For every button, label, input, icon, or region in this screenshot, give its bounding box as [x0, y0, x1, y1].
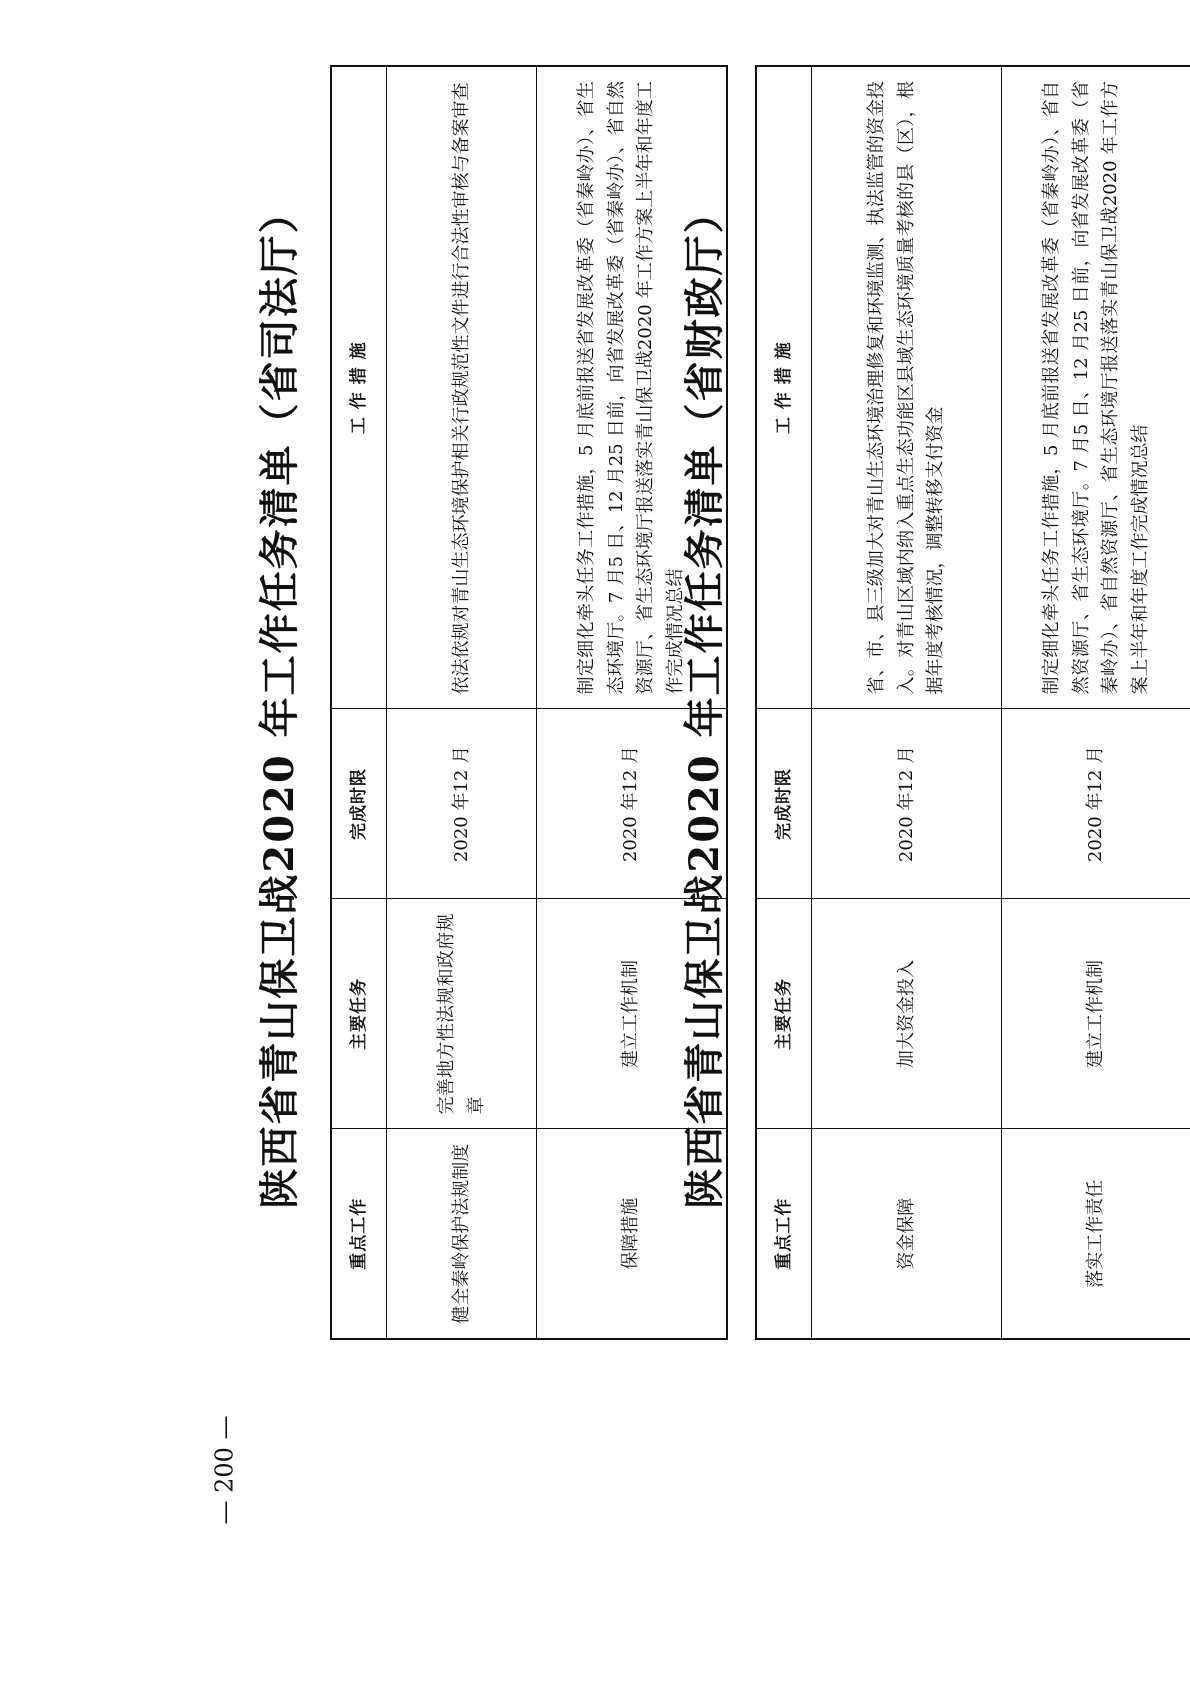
- table-header-row: [756, 66, 812, 1339]
- cell-key-work: 落实工作责任: [1002, 1129, 1190, 1339]
- header-deadline: 完成时限: [331, 709, 387, 899]
- cell-deadline: 2020 年12 月: [387, 709, 537, 899]
- cell-measures: 省、市、县三级加大对青山生态环境治理修复和环境监测、执法监管的资金投入。对青山区域内纳入重点生态功能区县域生态环境质量考核的县（区），根据年度考核情况，调整转移支付资金: [812, 66, 1002, 709]
- cell-deadline: 2020 年12 月: [812, 709, 1002, 899]
- cell-main-task: 建立工作机制: [1002, 899, 1190, 1129]
- cell-main-task: 建立工作机制: [537, 899, 727, 1129]
- cell-main-task: 加大资金投入: [812, 899, 1002, 1129]
- header-measures: 工 作 措 施: [756, 66, 812, 709]
- task-list-justice-dept: [235, 50, 705, 1350]
- section-title: 陕西省青山保卫战2020 年工作任务清单（省财政厅）: [681, 191, 728, 1209]
- task-table: [755, 65, 1190, 1340]
- header-key-work: 重点工作: [756, 1129, 812, 1339]
- section-title: 陕西省青山保卫战2020 年工作任务清单（省司法厅）: [256, 191, 303, 1209]
- cell-measures: 制定细化牵头任务工作措施，5 月底前报送省发展改革委（省秦岭办）、省自然资源厅、省生态环境厅。7 月5 日、12 月25 日前，向省发展改革委（省秦岭办）、省自然资源厅、省生态环境厅报送落实青山保卫战2020 年工作方案上半年和年度工作完成情况总结: [1002, 66, 1190, 709]
- header-deadline: 完成时限: [756, 709, 812, 899]
- cell-key-work: 资金保障: [812, 1129, 1002, 1339]
- task-list-finance-dept: [660, 50, 1151, 1350]
- cell-deadline: 2020 年12 月: [537, 709, 727, 899]
- table-row: [387, 66, 537, 1339]
- header-measures: 工 作 措 施: [331, 66, 387, 709]
- table-row: [1002, 66, 1190, 1339]
- header-main-task: 主要任务: [756, 899, 812, 1129]
- cell-main-task: 完善地方性法规和政府规章: [387, 899, 537, 1129]
- page-number: [205, 1400, 245, 1540]
- cell-deadline: 2020 年12 月: [1002, 709, 1190, 899]
- cell-key-work: 保障措施: [537, 1129, 727, 1339]
- cell-measures: 依法依规对青山生态环境保护相关行政规范性文件进行合法性审核与备案审查: [387, 66, 537, 709]
- header-key-work: 重点工作: [331, 1129, 387, 1339]
- cell-measures: 制定细化牵头任务工作措施，5 月底前报送省发展改革委（省秦岭办）、省生态环境厅。7 月5 日、12 月25 日前，向省发展改革委（省秦岭办）、省自然资源厅、省生态环境厅报送落实青山保卫战2020 年工作方案上半年和年度工作完成情况总结: [537, 66, 727, 709]
- table-row: [812, 66, 1002, 1339]
- header-main-task: 主要任务: [331, 899, 387, 1129]
- cell-key-work: 健全秦岭保护法规制度: [387, 1129, 537, 1339]
- page-number-text: — 200 —: [211, 1415, 240, 1525]
- table-header-row: [331, 66, 387, 1339]
